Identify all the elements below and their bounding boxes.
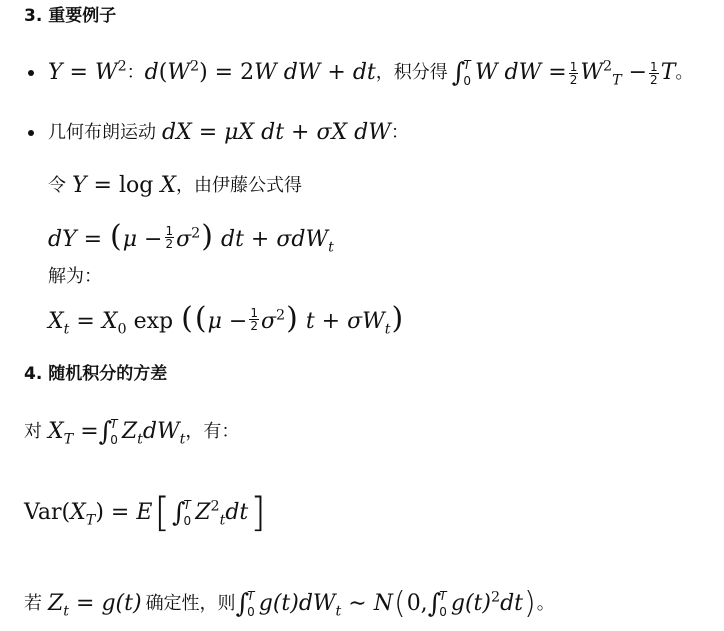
period: 。 — [536, 593, 555, 614]
formula-var: $Var(X_T) = E$ — [24, 500, 153, 529]
variance-formula — [24, 490, 268, 536]
formula-dw2: $d(W^2) = 2W$ dW + dt — [144, 58, 376, 85]
let-line — [48, 172, 302, 200]
right-paren: ) — [524, 586, 536, 621]
for-line — [24, 416, 239, 448]
integral-0-t: ∫ T 0 — [172, 498, 192, 528]
integral-0-t: ∫ T 0 — [235, 589, 255, 619]
formula-t: T — [660, 60, 676, 85]
colon: ： — [126, 62, 145, 83]
formula-wt2: $W^2_T$ − — [580, 58, 648, 89]
deterministic-line — [24, 586, 555, 622]
fraction-half: $\frac{1}{2}$ — [165, 223, 174, 251]
formula-dy: dY = (μ − — [48, 219, 163, 254]
fraction-half: $\frac{1}{2}$ — [650, 59, 658, 87]
right-bracket: ] — [250, 490, 266, 536]
integral-0-t: ∫ T 0 — [427, 589, 447, 619]
left-paren: ( — [393, 586, 406, 621]
let-prefix: 令 — [48, 175, 66, 196]
fraction-half: $\frac{1}{2}$ — [569, 59, 578, 87]
formula-xt: $X_t = X_0$ exp ((μ − — [48, 301, 248, 338]
dy-formula — [48, 220, 334, 254]
integrate-text: ，积分得 — [375, 62, 448, 83]
formula-zero: 0, — [406, 591, 428, 616]
formula-dy-rest: $\sigma^2$) dt + σdW$_t$ — [176, 219, 334, 256]
solution-formula — [48, 302, 404, 336]
bullet-dot — [28, 130, 34, 136]
formula-gt2dt: $g(t)^2dt$ — [450, 589, 524, 616]
gbm-label: 几何布朗运动 — [48, 122, 156, 143]
formula-log: Y = log X — [72, 173, 176, 198]
for-prefix: 对 — [24, 421, 42, 442]
deterministic-text: 确定性，则 — [145, 593, 236, 614]
formula-xt-def: $X_T$ = — [48, 419, 99, 448]
fraction-half: $\frac{1}{2}$ — [250, 305, 258, 333]
bullet-1 — [48, 58, 693, 88]
bullet-dot — [28, 70, 34, 76]
section-4-heading: 4. 随机积分的方差 — [24, 364, 168, 384]
solution-label: 解为： — [48, 266, 102, 287]
section-3-heading: 3. 重要例子 — [24, 6, 117, 26]
left-bracket: [ — [154, 490, 170, 536]
formula-xt-rest: $\sigma^2$) $t + \sigma W_t$) — [260, 301, 404, 338]
period: 。 — [675, 62, 694, 83]
integral-0-t: ∫ T 0 — [451, 58, 471, 88]
formula-y-eq-w2: $Y = W^2$ — [48, 58, 127, 85]
integral-0-t: ∫ T 0 — [98, 417, 118, 447]
formula-ztdwt: $Z_tdW_t$ — [121, 419, 186, 448]
formula-zt2dt: $Z^2_tdt$ — [195, 498, 249, 529]
if-prefix: 若 — [24, 593, 42, 614]
have-text: ，有： — [185, 421, 240, 442]
formula-gtdwt: $g(t)dW_t$ ∼ N — [258, 591, 393, 620]
formula-gbm: dX = μX dt + σX dW — [162, 120, 391, 145]
ito-text: ，由伊藤公式得 — [175, 175, 302, 196]
colon: ： — [390, 122, 409, 143]
bullet-2 — [48, 118, 409, 148]
formula-zt-gt: $Z_t = g(t)$ — [48, 591, 142, 620]
formula-wdw: W dW = — [474, 60, 567, 85]
